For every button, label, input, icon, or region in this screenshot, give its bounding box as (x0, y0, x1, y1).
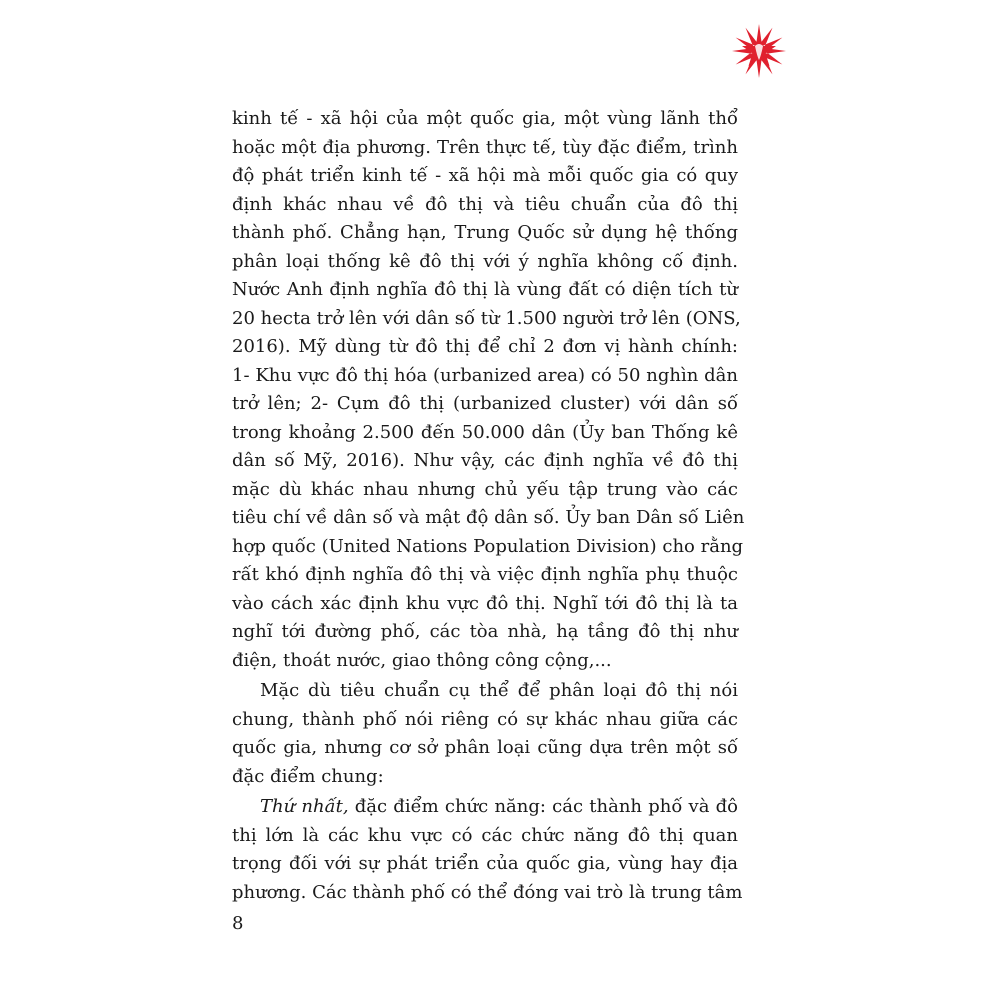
text-line: dân số Mỹ, 2016). Như vậy, các định nghĩa về đô thị (232, 450, 738, 471)
emphasis-thu-nhat: Thứ nhất, (260, 796, 349, 817)
text-line: chung, thành phố nói riêng có sự khác nhau giữa các (232, 708, 738, 730)
text-line: phương. Các thành phố có thể đóng vai trò là trung tâm (232, 881, 743, 903)
text-line: hoặc một địa phương. Trên thực tế, tùy đặc điểm, trình (232, 136, 738, 158)
text-line: định khác nhau về đô thị và tiêu chuẩn của đô thị (232, 193, 738, 215)
text-line: kinh tế - xã hội của một quốc gia, một vùng lãnh thổ (232, 108, 738, 129)
text-line: trọng đối với sự phát triển của quốc gia, vùng hay địa (232, 853, 738, 874)
text-line: tiêu chí về dân số và mật độ dân số. Ủy ban Dân số Liên (232, 507, 745, 528)
text-line: 20 hecta trở lên với dân số từ 1.500 người trở lên (ONS, (232, 307, 741, 329)
text-line: thị lớn là các khu vực có các chức năng đô thị quan (232, 824, 738, 846)
text-line: thành phố. Chẳng hạn, Trung Quốc sử dụng hệ thống (232, 222, 738, 243)
body-text (232, 104, 745, 904)
text-line: Mặc dù tiêu chuẩn cụ thể để phân loại đô thị nói (260, 680, 738, 701)
text-line: trở lên; 2- Cụm đô thị (urbanized cluster) với dân số (232, 393, 738, 414)
text-line: trong khoảng 2.500 đến 50.000 dân (Ủy ban Thống kê (232, 421, 738, 443)
text-line: Nước Anh định nghĩa đô thị là vùng đất có diện tích từ (232, 279, 738, 300)
text-line: mặc dù khác nhau nhưng chủ yếu tập trung vào các (232, 478, 738, 500)
text-line: 1- Khu vực đô thị hóa (urbanized area) có 50 nghìn dân (232, 364, 738, 386)
page-number: 8 (232, 913, 244, 934)
text-line: nghĩ tới đường phố, các tòa nhà, hạ tầng đô thị như (232, 621, 738, 642)
text-line-rest: đặc điểm chức năng: các thành phố và đô (354, 796, 738, 817)
text-line: quốc gia, nhưng cơ sở phân loại cũng dựa trên một số (232, 737, 738, 758)
text-line: vào cách xác định khu vực đô thị. Nghĩ tới đô thị là ta (232, 592, 738, 614)
text-line: rất khó định nghĩa đô thị và việc định nghĩa phụ thuộc (232, 564, 738, 585)
text-line: hợp quốc (United Nations Population Division) cho rằng (232, 535, 744, 557)
text-line (260, 792, 738, 822)
text-line: đặc điểm chung: (232, 765, 384, 787)
text-line: điện, thoát nước, giao thông công cộng,... (232, 649, 612, 671)
text-line: 2016). Mỹ dùng từ đô thị để chỉ 2 đơn vị hành chính: (232, 336, 738, 357)
star-emblem-icon (730, 22, 788, 80)
text-line: độ phát triển kinh tế - xã hội mà mỗi quốc gia có quy (232, 165, 738, 186)
text-line: phân loại thống kê đô thị với ý nghĩa không cố định. (232, 250, 738, 272)
